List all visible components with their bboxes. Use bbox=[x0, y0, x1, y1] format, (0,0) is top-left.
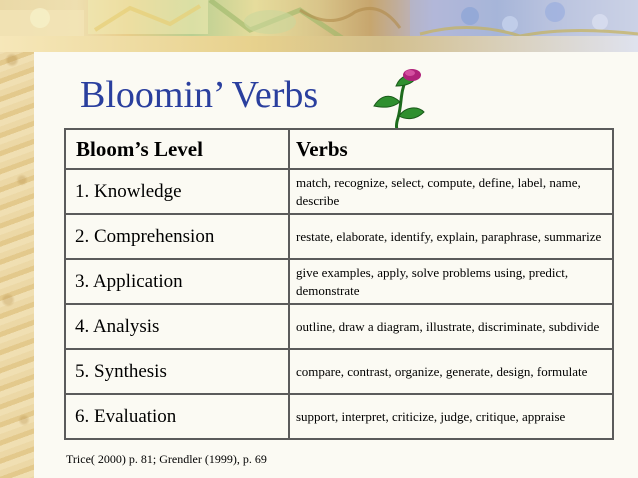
blooms-verbs-table bbox=[64, 128, 614, 440]
level-cell: 6. Evaluation bbox=[65, 394, 289, 439]
table-row bbox=[65, 304, 613, 349]
banner-lower-stripe bbox=[0, 36, 638, 52]
verbs-cell: restate, elaborate, identify, explain, paraphrase, summarize bbox=[289, 214, 613, 259]
top-decorative-banner bbox=[0, 0, 638, 50]
left-decorative-strip bbox=[0, 0, 34, 478]
table-header-row bbox=[65, 129, 613, 169]
level-cell: 4. Analysis bbox=[65, 304, 289, 349]
level-cell: 5. Synthesis bbox=[65, 349, 289, 394]
verbs-cell: compare, contrast, organize, generate, design, formulate bbox=[289, 349, 613, 394]
header-blooms-level: Bloom’s Level bbox=[65, 129, 289, 169]
table-row bbox=[65, 394, 613, 439]
verbs-cell: support, interpret, criticize, judge, critique, appraise bbox=[289, 394, 613, 439]
citation: Trice( 2000) p. 81; Grendler (1999), p. 69 bbox=[66, 452, 267, 466]
header-verbs: Verbs bbox=[289, 129, 613, 169]
level-cell: 2. Comprehension bbox=[65, 214, 289, 259]
table-row bbox=[65, 259, 613, 304]
verbs-cell: give examples, apply, solve problems using, predict, demonstrate bbox=[289, 259, 613, 304]
slide-title: Bloomin’ Verbs bbox=[80, 74, 319, 116]
verbs-cell: match, recognize, select, compute, define, label, name, describe bbox=[289, 169, 613, 214]
level-cell: 3. Application bbox=[65, 259, 289, 304]
table-row bbox=[65, 214, 613, 259]
level-cell: 1. Knowledge bbox=[65, 169, 289, 214]
table-row bbox=[65, 169, 613, 214]
verbs-cell: outline, draw a diagram, illustrate, discriminate, subdivide bbox=[289, 304, 613, 349]
table-row bbox=[65, 349, 613, 394]
